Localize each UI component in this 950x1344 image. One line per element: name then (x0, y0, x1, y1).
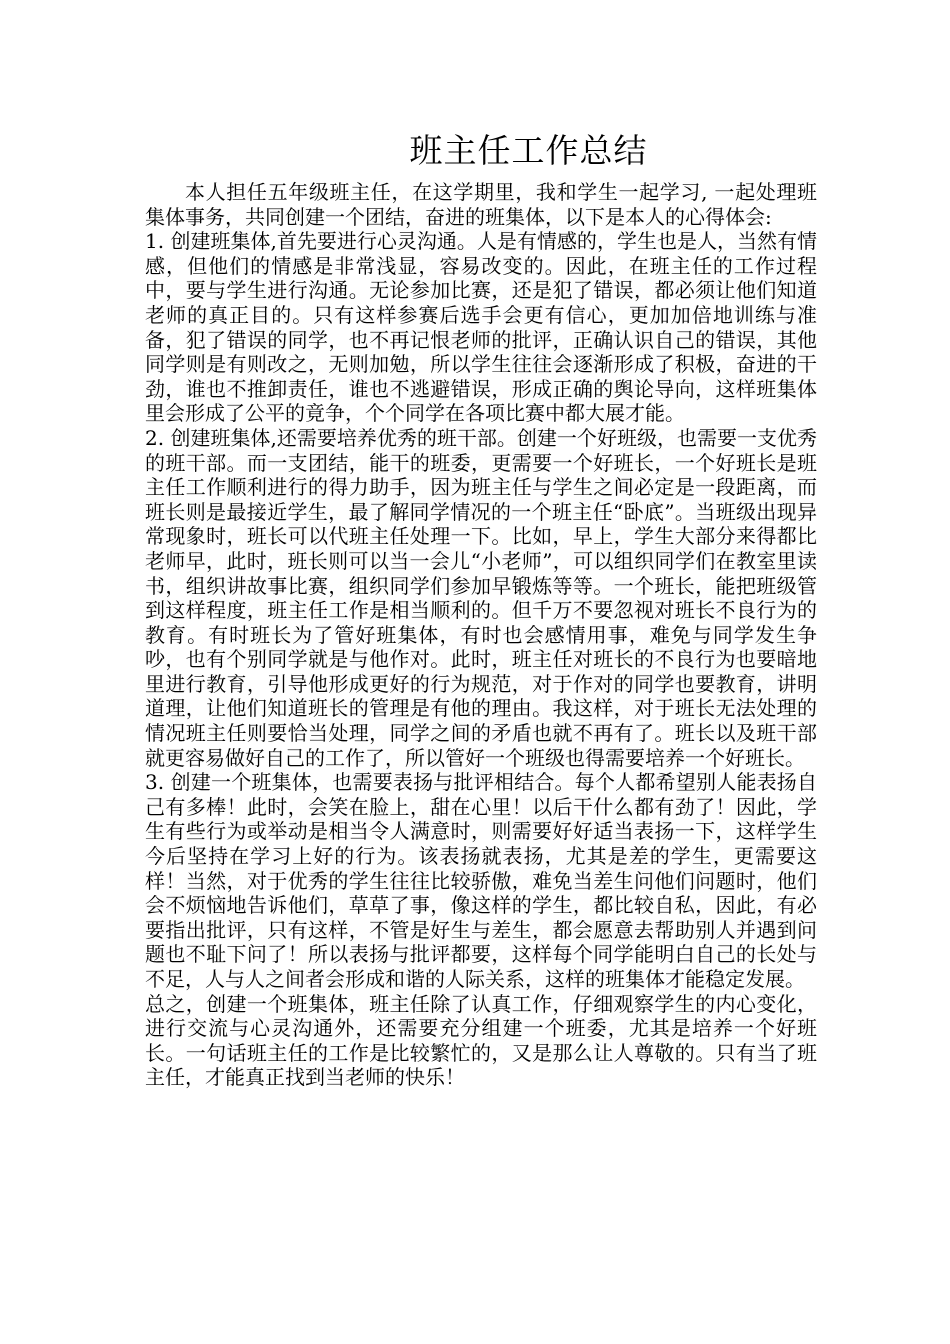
document-body (145, 128, 817, 1090)
intro-paragraph: 本人担任五年级班主任，在这学期里，我和学生一起学习, 一起处理班集体事务，共同创建一个团结，奋进的班集体，以下是本人的心得体会: (145, 180, 817, 229)
section-2-paragraph: 2. 创建班集体,还需要培养优秀的班干部。创建一个好班级，也需要一支优秀的班干部。而一支团结，能干的班委，更需要一个好班长，一个好班长是班主任工作顺利进行的得力助手，因为班主任与学生之间必定是一段距离，而班长则是最接近学生，最了解同学情况的一个班主任“卧底”。当班级出现异常现象时，班长可以代班主任处理一下。比如，早上，学生大部分来得都比老师早，此时，班长则可以当一会儿“小老师”，可以组织同学们在教室里读书，组织讲故事比赛，组织同学们参加早锻炼等等。一个班长，能把班级管到这样程度，班主任工作是相当顺利的。但千万不要忽视对班长不良行为的教育。有时班长为了管好班集体，有时也会感情用事，难免与同学发生争吵，也有个别同学就是与他作对。此时，班主任对班长的不良行为也要暗地里进行教育，引导他形成更好的行为规范，对于作对的同学也要教育，讲明道理，让他们知道班长的管理是有他的理由。我这样，对于班长无法处理的情况班主任则要恰当处理，同学之间的矛盾也就不再有了。班长以及班干部就更容易做好自己的工作了，所以管好一个班级也得需要培养一个好班长。 (145, 425, 817, 770)
conclusion-paragraph: 总之，创建一个班集体，班主任除了认真工作，仔细观察学生的内心变化，进行交流与心灵沟通外，还需要充分组建一个班委，尤其是培养一个好班长。一句话班主任的工作是比较繁忙的，又是那么让人尊敬的。只有当了班主任，才能真正找到当老师的快乐！ (145, 991, 817, 1090)
section-1-paragraph: 1. 创建班集体,首先要进行心灵沟通。人是有情感的，学生也是人，当然有情感，但他们的情感是非常浅显，容易改变的。因此，在班主任的工作过程中，要与学生进行沟通。无论参加比赛，还是犯了错误，都必须让他们知道老师的真正目的。只有这样参赛后选手会更有信心，更加加倍地训练与准备，犯了错误的同学，也不再记恨老师的批评，正确认识自己的错误，其他同学则是有则改之，无则加勉，所以学生往往会逐渐形成了积极，奋进的干劲，谁也不推卸责任，谁也不逃避错误，形成正确的舆论导向，这样班集体里会形成了公平的竟争，个个同学在各项比赛中都大展才能。 (145, 229, 817, 426)
document-title: 班主任工作总结 (409, 131, 648, 170)
section-3-paragraph: 3. 创建一个班集体，也需要表扬与批评相结合。每个人都希望别人能表扬自己有多棒！此时，会笑在脸上，甜在心里！以后干什么都有劲了！因此，学生有些行为或举动是相当令人满意时，则需要好好适当表扬一下，这样学生今后坚持在学习上好的行为。该表扬就表扬，尤其是差的学生，更需要这样！当然，对于优秀的学生往往比较骄傲，难免当差生问他们问题时，他们会不烦恼地告诉他们，草草了事，像这样的学生，都比较自私，因此，有必要指出批评，只有这样，不管是好生与差生，都会愿意去帮助别人并遇到问题也不耻下问了！所以表扬与批评都要，这样每个同学能明白自己的长处与不足，人与人之间者会形成和谐的人际关系，这样的班集体才能稳定发展。 (145, 770, 817, 991)
